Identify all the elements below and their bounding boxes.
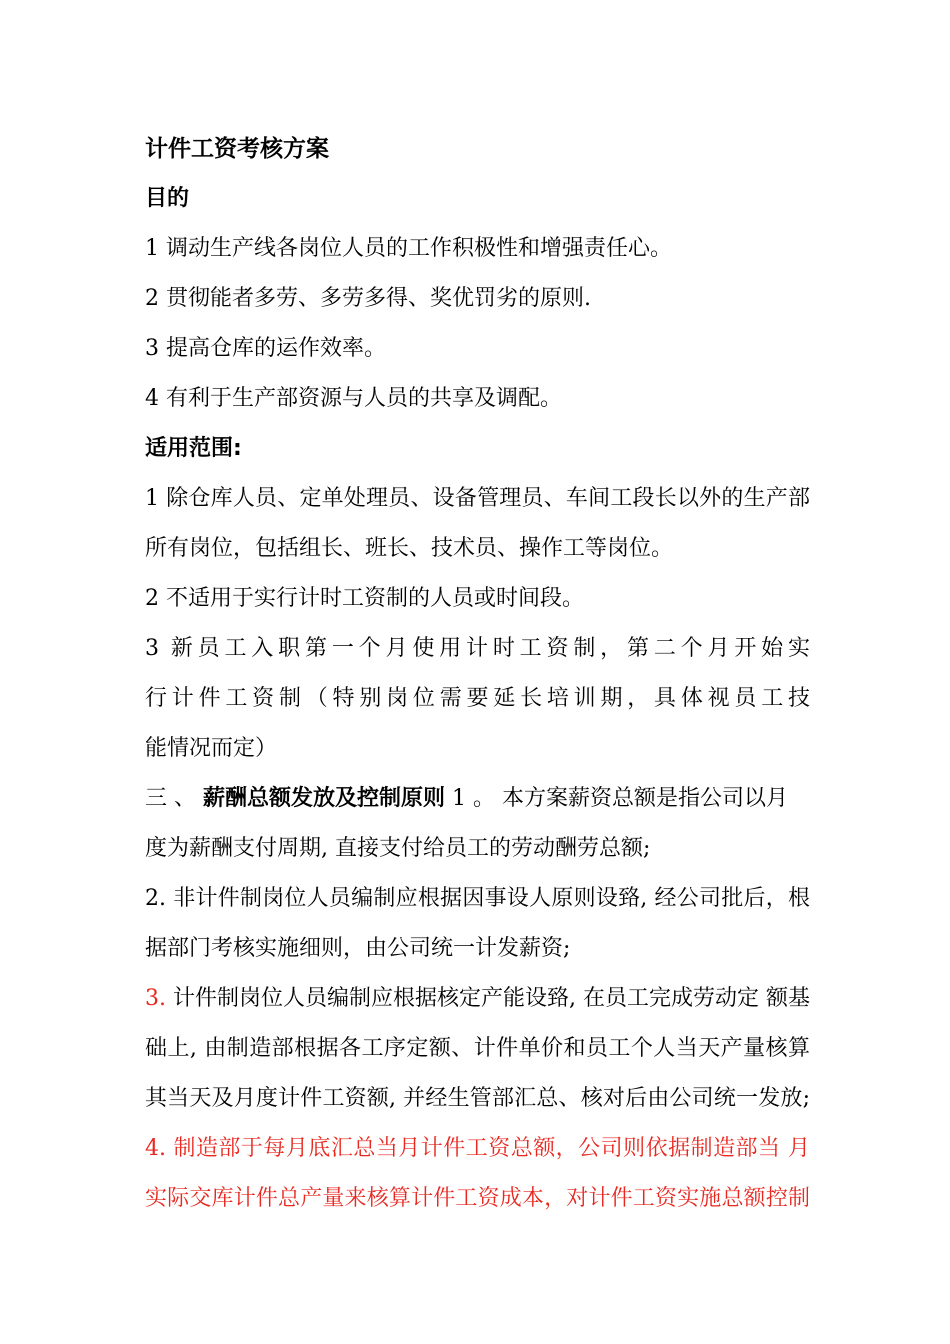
section-3-point-4-line-2: 实际交库计件总产量来核算计件工资成本，对计件工资实施总额控制	[145, 1186, 810, 1211]
section-3-point-3-line-1	[145, 984, 810, 1014]
scope-item-3-line-3: 能情况而定）	[145, 736, 278, 761]
section-3-first-line	[145, 784, 810, 814]
section-3-point-3-text: 计件制岗位人员编制应根据核定产能设臵, 在员工完成劳动定 额基	[166, 986, 810, 1011]
section-3-point-2-line-2: 据部门考核实施细则，由公司统一计发薪资;	[145, 936, 571, 961]
section-3-prefix: 三 、	[145, 786, 203, 811]
scope-item-3-line-1: 3 新员工入职第一个月使用计时工资制，第二个月开始实	[145, 636, 810, 661]
section-3-point-2-line-1: 2. 非计件制岗位人员编制应根据因事设人原则设臵, 经公司批后，根	[145, 886, 810, 911]
scope-item-1-line-1: 1 除仓库人员、定单处理员、设备管理员、车间工段长以外的生产部	[145, 486, 810, 511]
purpose-item-3: 3 提高仓库的运作效率。	[145, 336, 386, 361]
scope-item-1-line-2: 所有岗位，包括组长、班长、技术员、操作工等岗位。	[145, 536, 674, 561]
section-3-point-1-lead: 1 。 本方案薪资总额是指公司以月	[445, 786, 788, 811]
purpose-item-1: 1 调动生产线各岗位人员的工作积极性和增强责任心。	[145, 236, 672, 261]
section-3-heading: 薪酬总额发放及控制原则	[203, 786, 446, 811]
purpose-item-2: 2 贯彻能者多劳、多劳多得、奖优罚劣的原则.	[145, 286, 591, 311]
scope-item-3-line-2: 行计件工资制（特别岗位需要延长培训期，具体视员工技	[145, 686, 810, 711]
scope-item-2: 2 不适用于实行计时工资制的人员或时间段。	[145, 586, 584, 611]
section-3-point-3-line-2: 础上, 由制造部根据各工序定额、计件单价和员工个人当天产量核算	[145, 1036, 810, 1061]
scope-heading: 适用范围:	[145, 436, 242, 461]
purpose-item-4: 4 有利于生产部资源与人员的共享及调配。	[145, 386, 562, 411]
document-title: 计件工资考核方案	[145, 135, 329, 162]
section-3-point-1-line-2: 度为薪酬支付周期, 直接支付给员工的劳动酬劳总额;	[145, 836, 651, 861]
purpose-heading: 目的	[145, 186, 190, 211]
section-3-point-4-line-1: 4. 制造部于每月底汇总当月计件工资总额，公司则依据制造部当 月	[145, 1136, 810, 1161]
section-3-point-3-line-3: 其当天及月度计件工资额, 并经生管部汇总、核对后由公司统一发放;	[145, 1086, 810, 1111]
section-3-point-3-number: 3.	[145, 986, 166, 1011]
